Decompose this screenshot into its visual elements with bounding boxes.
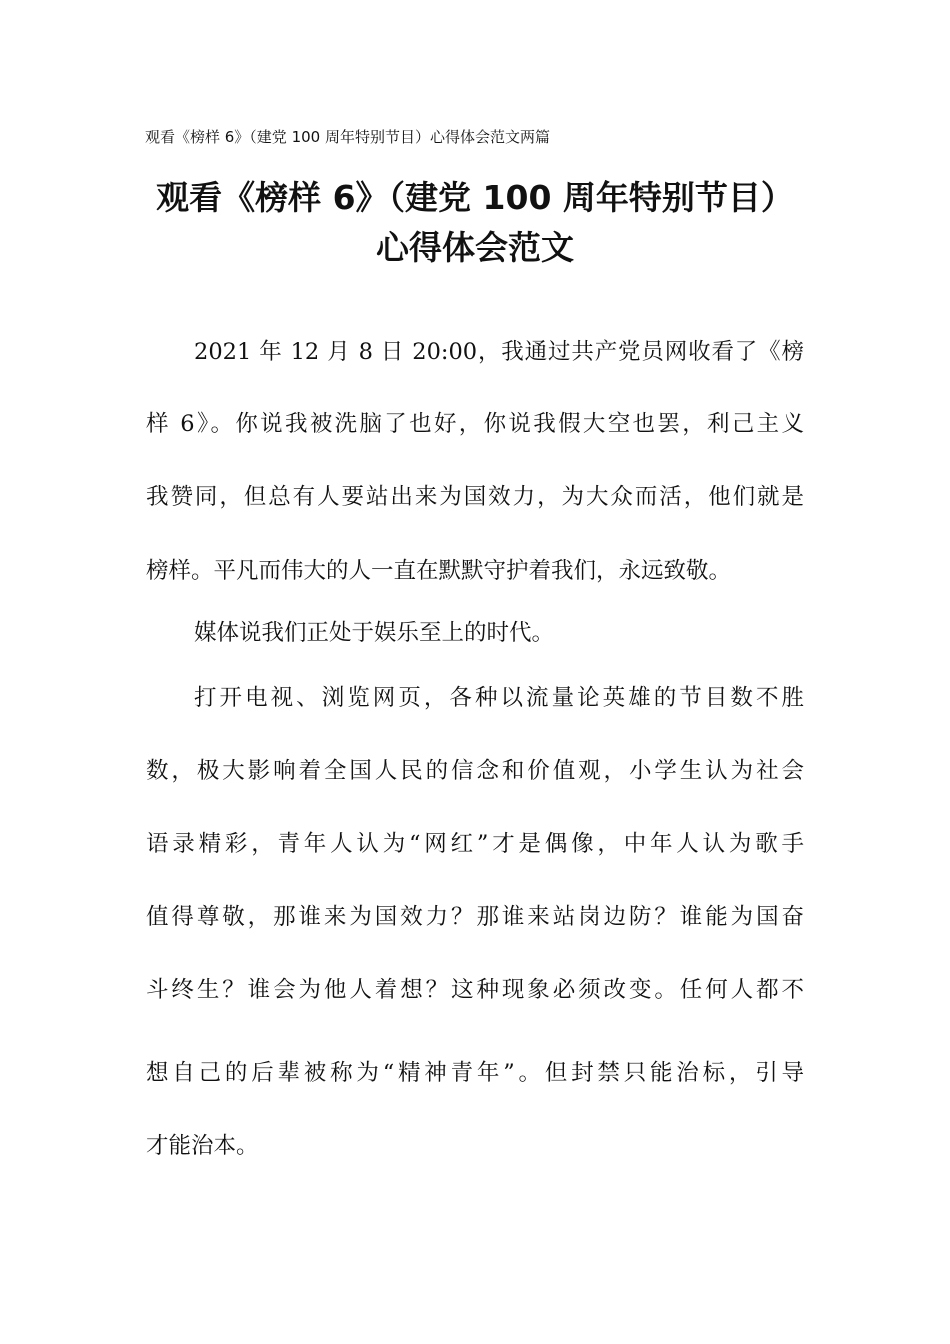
paragraph-1-line-4: 榜样。平凡而伟大的人一直在默默守护着我们，永远致敬。 (146, 558, 732, 584)
running-header: 观看《榜样 6》（建党 100 周年特别节目）心得体会范文两篇 (145, 128, 550, 146)
paragraph-1-line-3: 我赞同，但总有人要站出来为国效力，为大众而活，他们就是 (146, 484, 804, 510)
paragraph-3-line-4: 值得尊敬，那谁来为国效力？那谁来站岗边防？谁能为国奋 (146, 904, 804, 930)
paragraph-3-line-2: 数，极大影响着全国人民的信念和价值观，小学生认为社会 (146, 758, 804, 784)
paragraph-1-line-2: 样 6》。你说我被洗脑了也好，你说我假大空也罢，利己主义 (146, 411, 804, 437)
paragraph-3-line-6: 想自己的后辈被称为“精神青年”。但封禁只能治标，引导 (146, 1060, 804, 1086)
paragraph-3-line-7: 才能治本。 (146, 1133, 259, 1159)
paragraph-2-line-1: 媒体说我们正处于娱乐至上的时代。 (194, 620, 555, 646)
document-title-line-1: 观看《榜样 6》（建党 100 周年特别节目） (156, 178, 794, 217)
paragraph-1-line-1: 2021 年 12 月 8 日 20:00，我通过共产党员网收看了《榜 (194, 339, 804, 365)
document-title-line-2: 心得体会范文 (376, 228, 574, 267)
paragraph-3-line-3: 语录精彩，青年人认为“网红”才是偶像，中年人认为歌手 (146, 831, 804, 857)
paragraph-3-line-1: 打开电视、浏览网页，各种以流量论英雄的节目数不胜 (194, 685, 804, 711)
paragraph-3-line-5: 斗终生？谁会为他人着想？这种现象必须改变。任何人都不 (146, 977, 804, 1003)
